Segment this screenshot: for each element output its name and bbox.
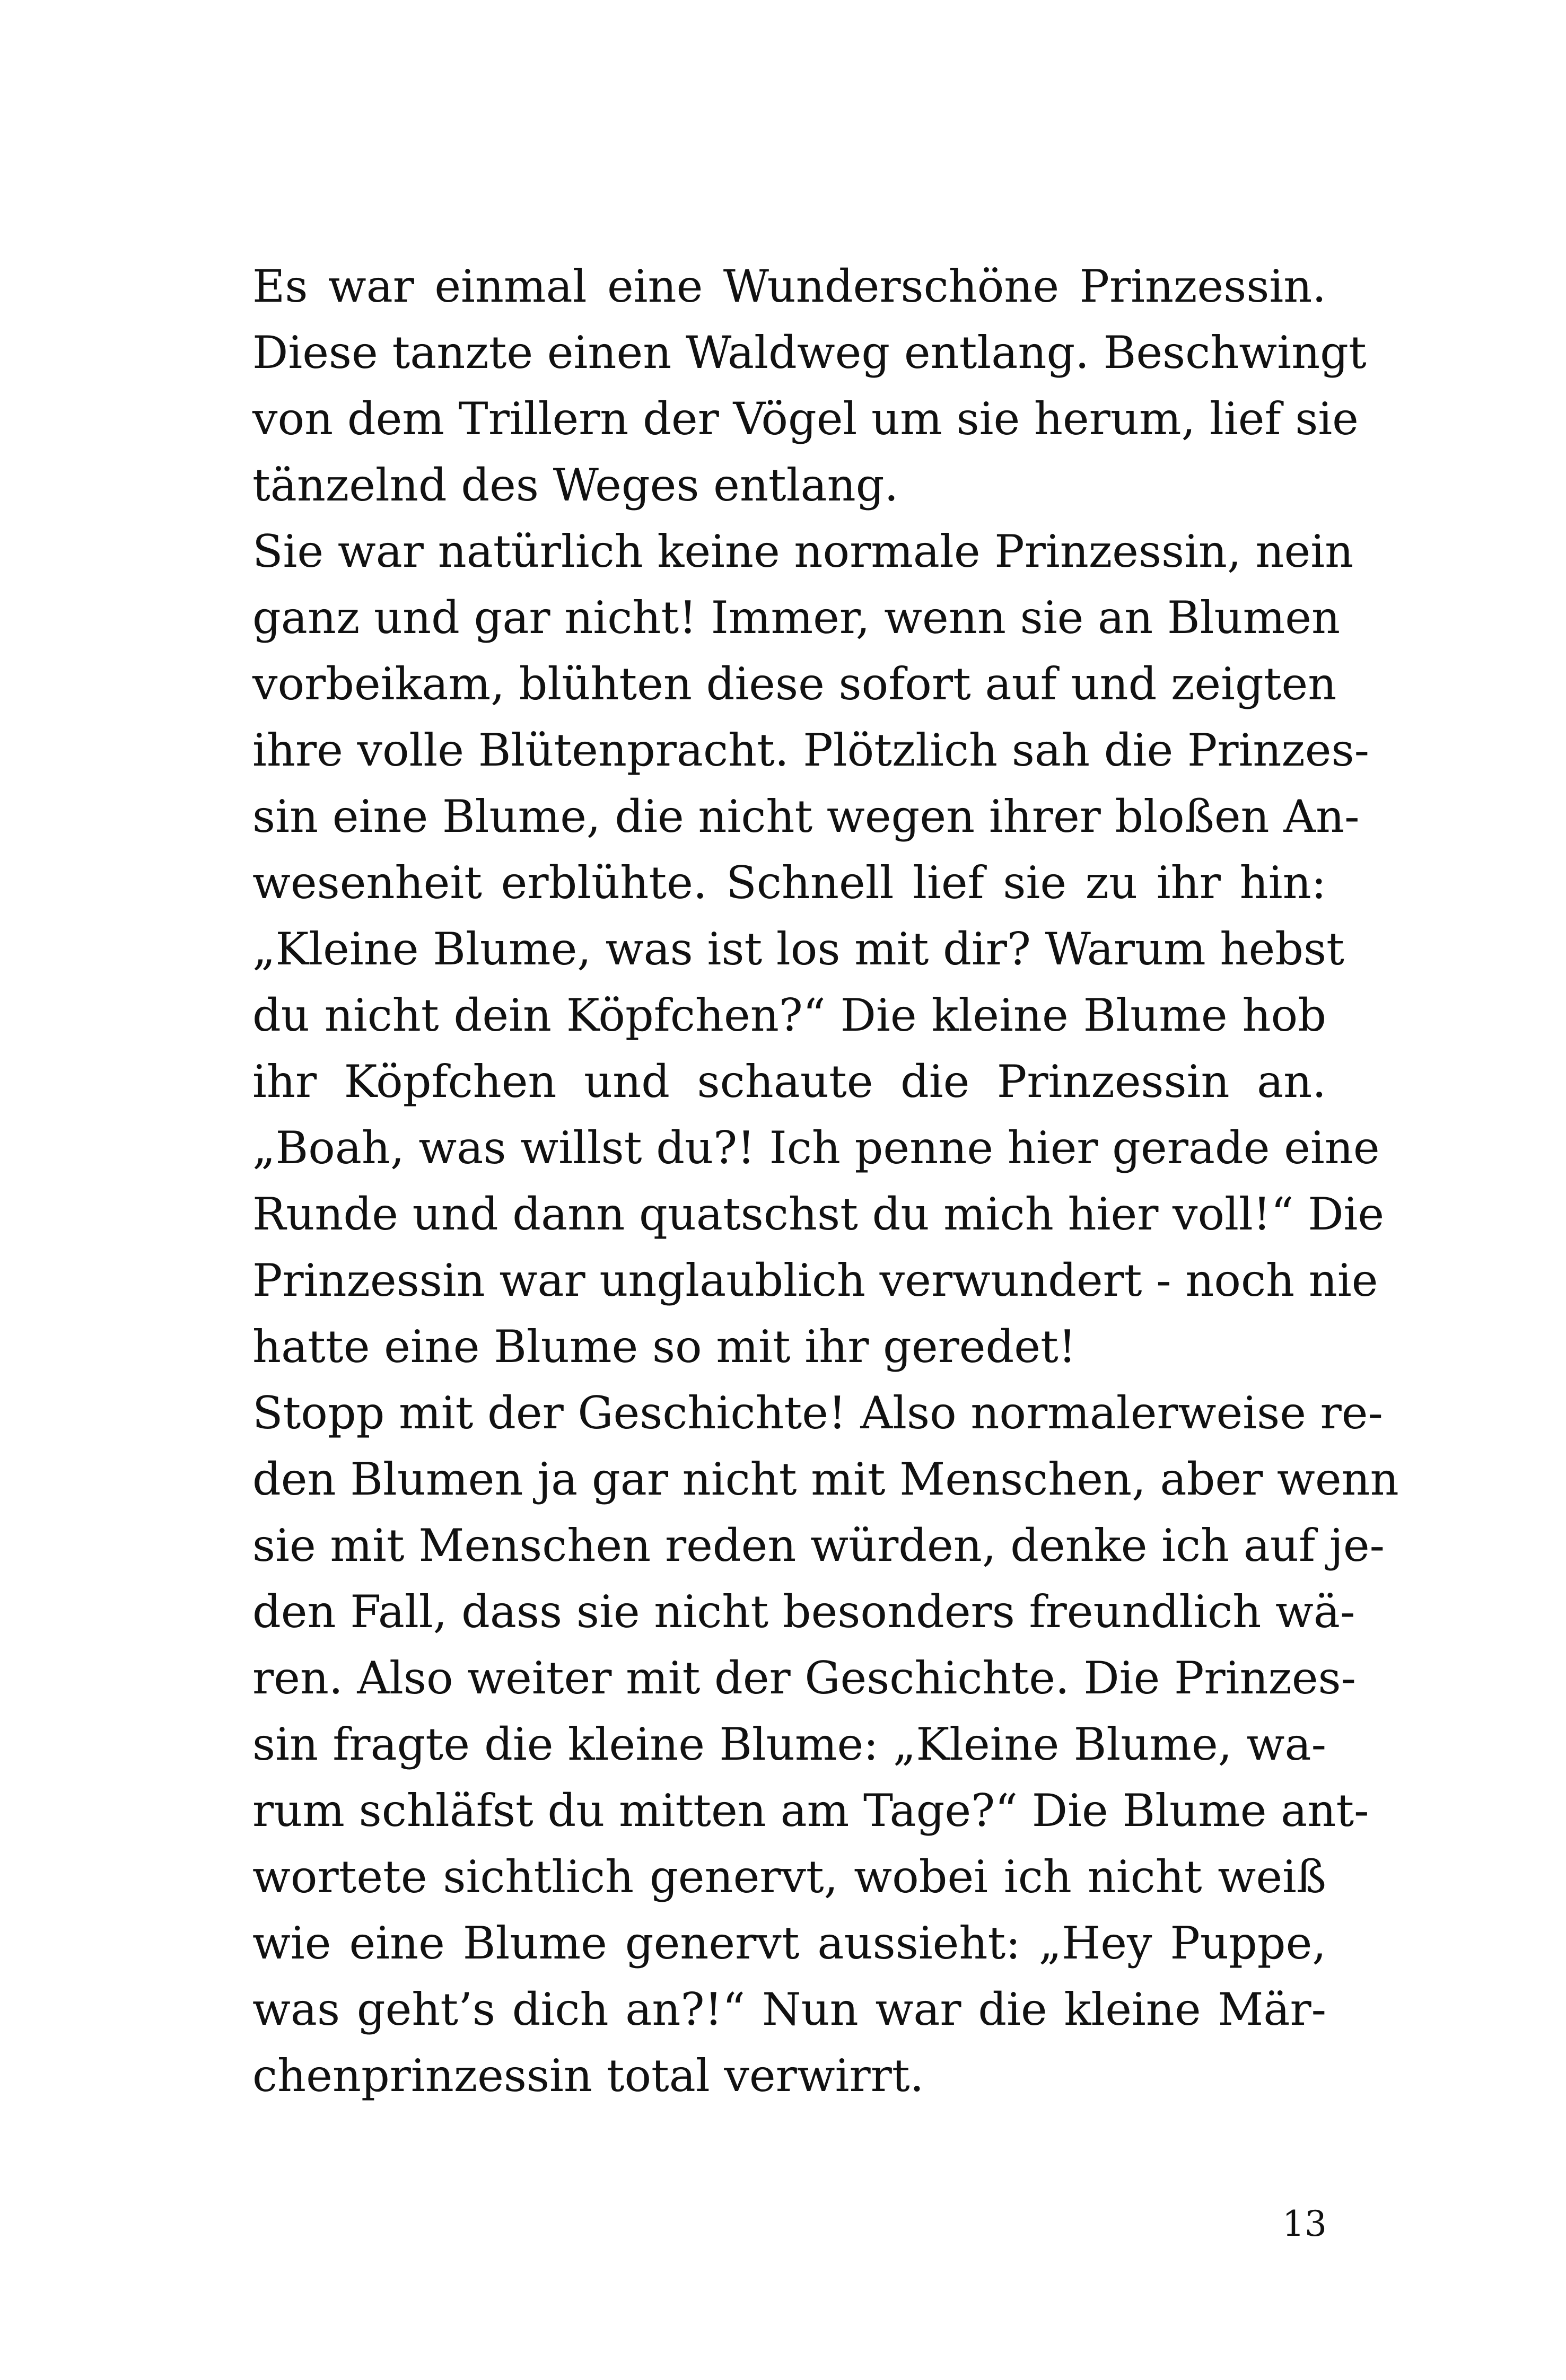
text-line: „Boah, was willst du?! Ich penne hier gerade eine [252, 1122, 1380, 1174]
text-line: was geht’s dich an?!“ Nun war die kleine Mär- [252, 1983, 1326, 2035]
text-line: sie mit Menschen reden würden, denke ich auf je- [252, 1520, 1385, 1571]
text-line: den Blumen ja gar nicht mit Menschen, aber wenn [252, 1453, 1399, 1505]
text-line: von dem Trillern der Vögel um sie herum, lief sie [252, 393, 1359, 445]
text-line: Es war einmal eine Wunderschöne Prinzessin. [252, 260, 1326, 312]
text-line: „Kleine Blume, was ist los mit dir? Warum hebst [252, 923, 1344, 975]
text-line: tänzelnd des Weges entlang. [252, 459, 899, 511]
text-line: wie eine Blume genervt aussieht: „Hey Puppe, [252, 1917, 1326, 1969]
text-line: ganz und gar nicht! Immer, wenn sie an Blumen [252, 592, 1341, 644]
text-line: wortete sichtlich genervt, wobei ich nicht weiß [252, 1851, 1326, 1903]
body-text [252, 253, 1399, 2109]
text-line: Diese tanzte einen Waldweg entlang. Beschwingt [252, 327, 1367, 379]
text-line: rum schläfst du mitten am Tage?“ Die Blume ant- [252, 1785, 1369, 1837]
text-line: ihr Köpfchen und schaute die Prinzessin an. [252, 1056, 1326, 1108]
text-line: sin fragte die kleine Blume: „Kleine Blume, wa- [252, 1718, 1326, 1770]
text-line: chenprinzessin total verwirrt. [252, 2050, 924, 2102]
text-line: sin eine Blume, die nicht wegen ihrer bloßen An- [252, 791, 1360, 842]
text-line: Sie war natürlich keine normale Prinzessin, nein [252, 525, 1354, 577]
text-line: ren. Also weiter mit der Geschichte. Die Prinzes- [252, 1652, 1357, 1704]
text-line: vorbeikam, blühten diese sofort auf und zeigten [252, 658, 1337, 710]
page-number: 13 [1282, 2203, 1327, 2244]
text-line: Stopp mit der Geschichte! Also normalerweise re- [252, 1387, 1383, 1439]
text-line: Runde und dann quatschst du mich hier voll!“ Die [252, 1188, 1385, 1240]
text-line: Prinzessin war unglaublich verwundert - noch nie [252, 1254, 1378, 1306]
text-line: du nicht dein Köpfchen?“ Die kleine Blume hob [252, 989, 1326, 1041]
text-line: ihre volle Blütenpracht. Plötzlich sah die Prinzes- [252, 724, 1369, 776]
text-line: wesenheit erblühte. Schnell lief sie zu ihr hin: [252, 857, 1326, 909]
text-line: den Fall, dass sie nicht besonders freundlich wä- [252, 1586, 1355, 1638]
text-line: hatte eine Blume so mit ihr geredet! [252, 1321, 1077, 1373]
